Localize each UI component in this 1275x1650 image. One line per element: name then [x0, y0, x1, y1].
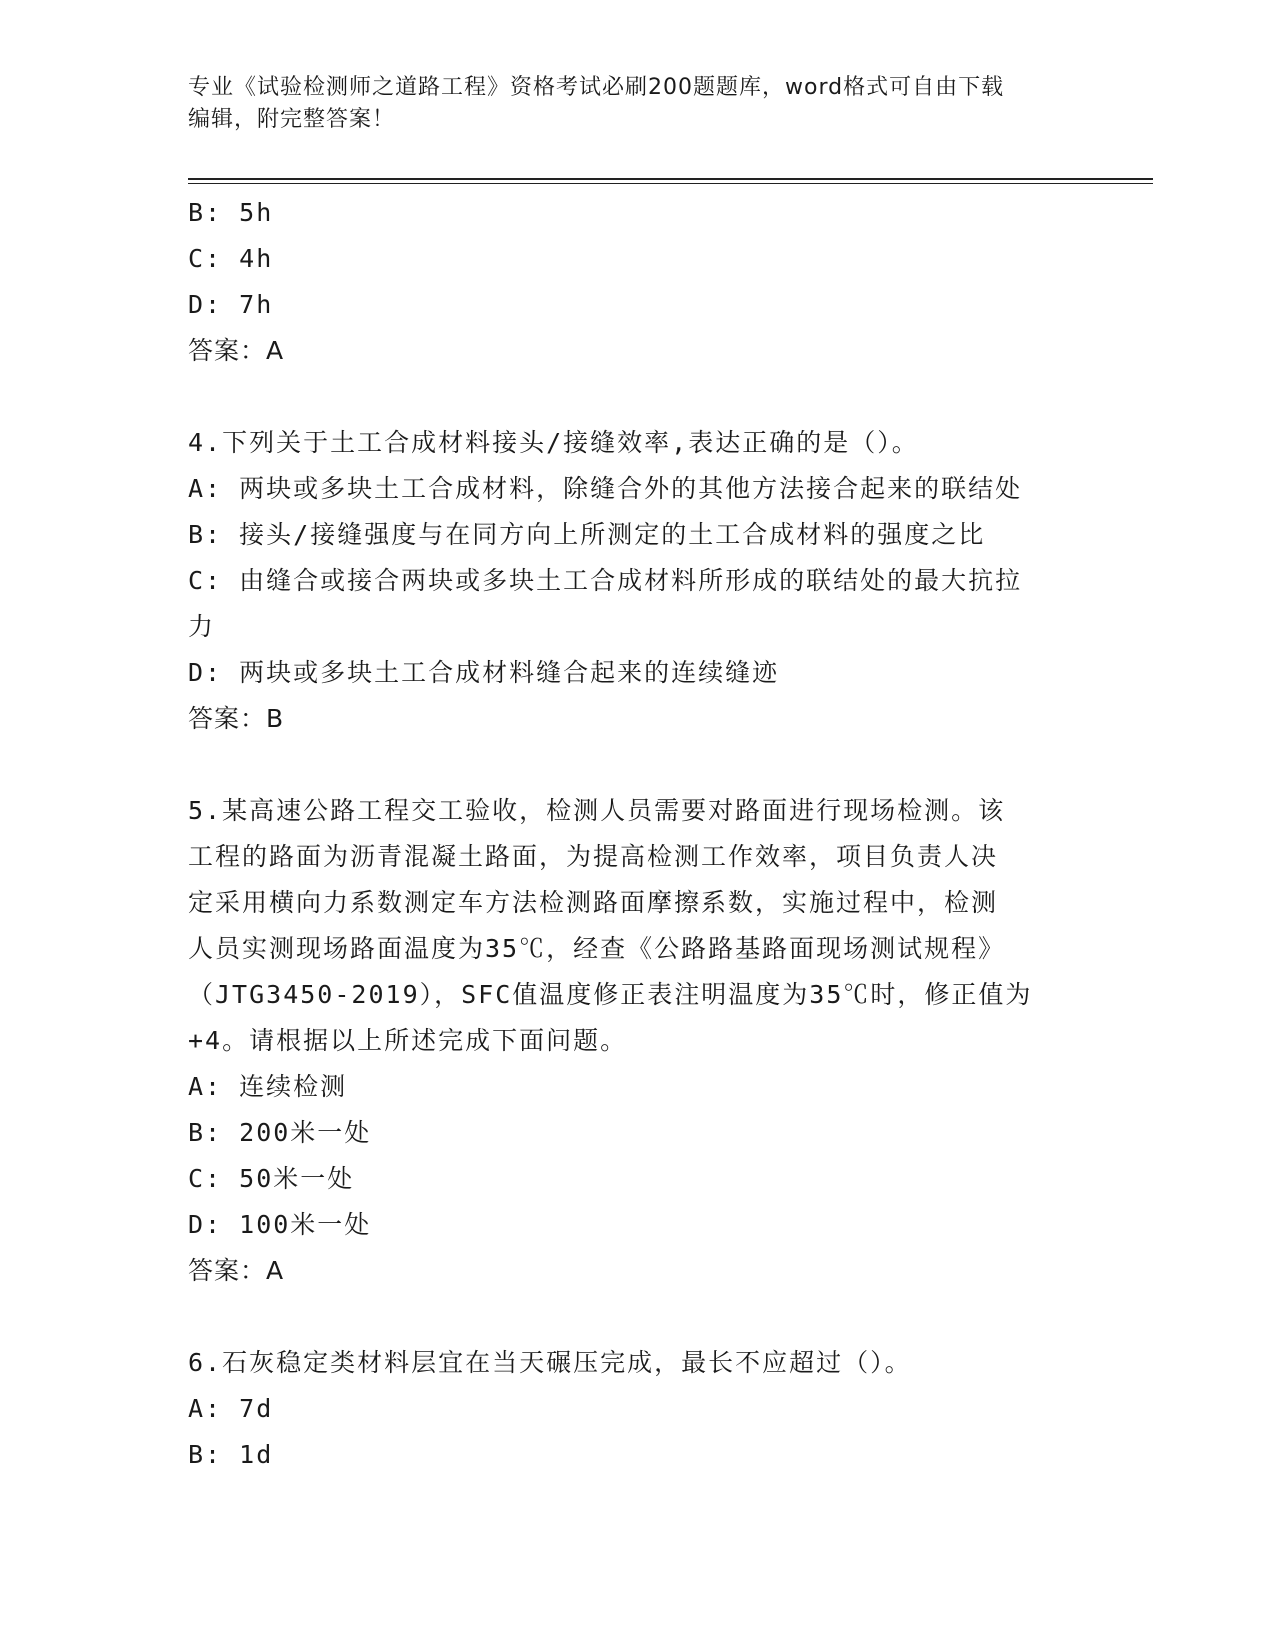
q3-answer: 答案：A	[188, 336, 285, 365]
question-3	[188, 190, 1088, 374]
q5-question-line: +4。请根据以上所述完成下面问题。	[188, 1026, 628, 1055]
spacer	[188, 742, 1088, 788]
q5-option-c: C: 50米一处	[188, 1164, 355, 1193]
spacer	[188, 1294, 1088, 1340]
q4-answer: 答案：B	[188, 704, 285, 733]
q6-option-a: A: 7d	[188, 1394, 274, 1423]
q5-question-line: 5.某高速公路工程交工验收，检测人员需要对路面进行现场检测。该	[188, 796, 1006, 825]
question-content	[188, 190, 1088, 1478]
q5-answer: 答案：A	[188, 1256, 285, 1285]
q4-option-d: D: 两块或多块土工合成材料缝合起来的连续缝迹	[188, 658, 780, 687]
q4-option-c: C: 由缝合或接合两块或多块土工合成材料所形成的联结处的最大抗拉	[188, 566, 1023, 595]
q6-question: 6.石灰稳定类材料层宜在当天碾压完成，最长不应超过（）。	[188, 1348, 912, 1377]
q4-option-c-cont: 力	[188, 612, 216, 641]
header-line-1: 专业《试验检测师之道路工程》资格考试必刷200题题库，word格式可自由下载	[188, 75, 1005, 100]
q6-option-b: B: 1d	[188, 1440, 274, 1469]
q4-option-a: A: 两块或多块土工合成材料，除缝合外的其他方法接合起来的联结处	[188, 474, 1023, 503]
q5-question-line: 定采用横向力系数测定车方法检测路面摩擦系数，实施过程中，检测	[188, 888, 999, 917]
q4-option-b: B: 接头/接缝强度与在同方向上所测定的土工合成材料的强度之比	[188, 520, 986, 549]
q5-option-a: A: 连续检测	[188, 1072, 348, 1101]
question-6	[188, 1340, 1088, 1478]
q5-option-b: B: 200米一处	[188, 1118, 372, 1147]
header-line-2: 编辑，附完整答案！	[188, 107, 396, 132]
q5-question-line: 人员实测现场路面温度为35℃，经查《公路路基路面现场测试规程》	[188, 934, 1006, 963]
spacer	[188, 374, 1088, 420]
q3-option-b: B: 5h	[188, 198, 274, 227]
document-header	[188, 72, 1088, 136]
header-rule-thick	[188, 178, 1153, 180]
header-rule-thin	[188, 183, 1153, 184]
q5-option-d: D: 100米一处	[188, 1210, 372, 1239]
question-4	[188, 420, 1088, 742]
question-5	[188, 788, 1088, 1294]
q5-question-line: （JTG3450-2019），SFC值温度修正表注明温度为35℃时，修正值为	[188, 980, 1033, 1009]
q3-option-d: D: 7h	[188, 290, 274, 319]
q5-question-line: 工程的路面为沥青混凝土路面，为提高检测工作效率，项目负责人决	[188, 842, 999, 871]
q3-option-c: C: 4h	[188, 244, 274, 273]
q4-question: 4.下列关于土工合成材料接头/接缝效率,表达正确的是（）。	[188, 428, 919, 457]
